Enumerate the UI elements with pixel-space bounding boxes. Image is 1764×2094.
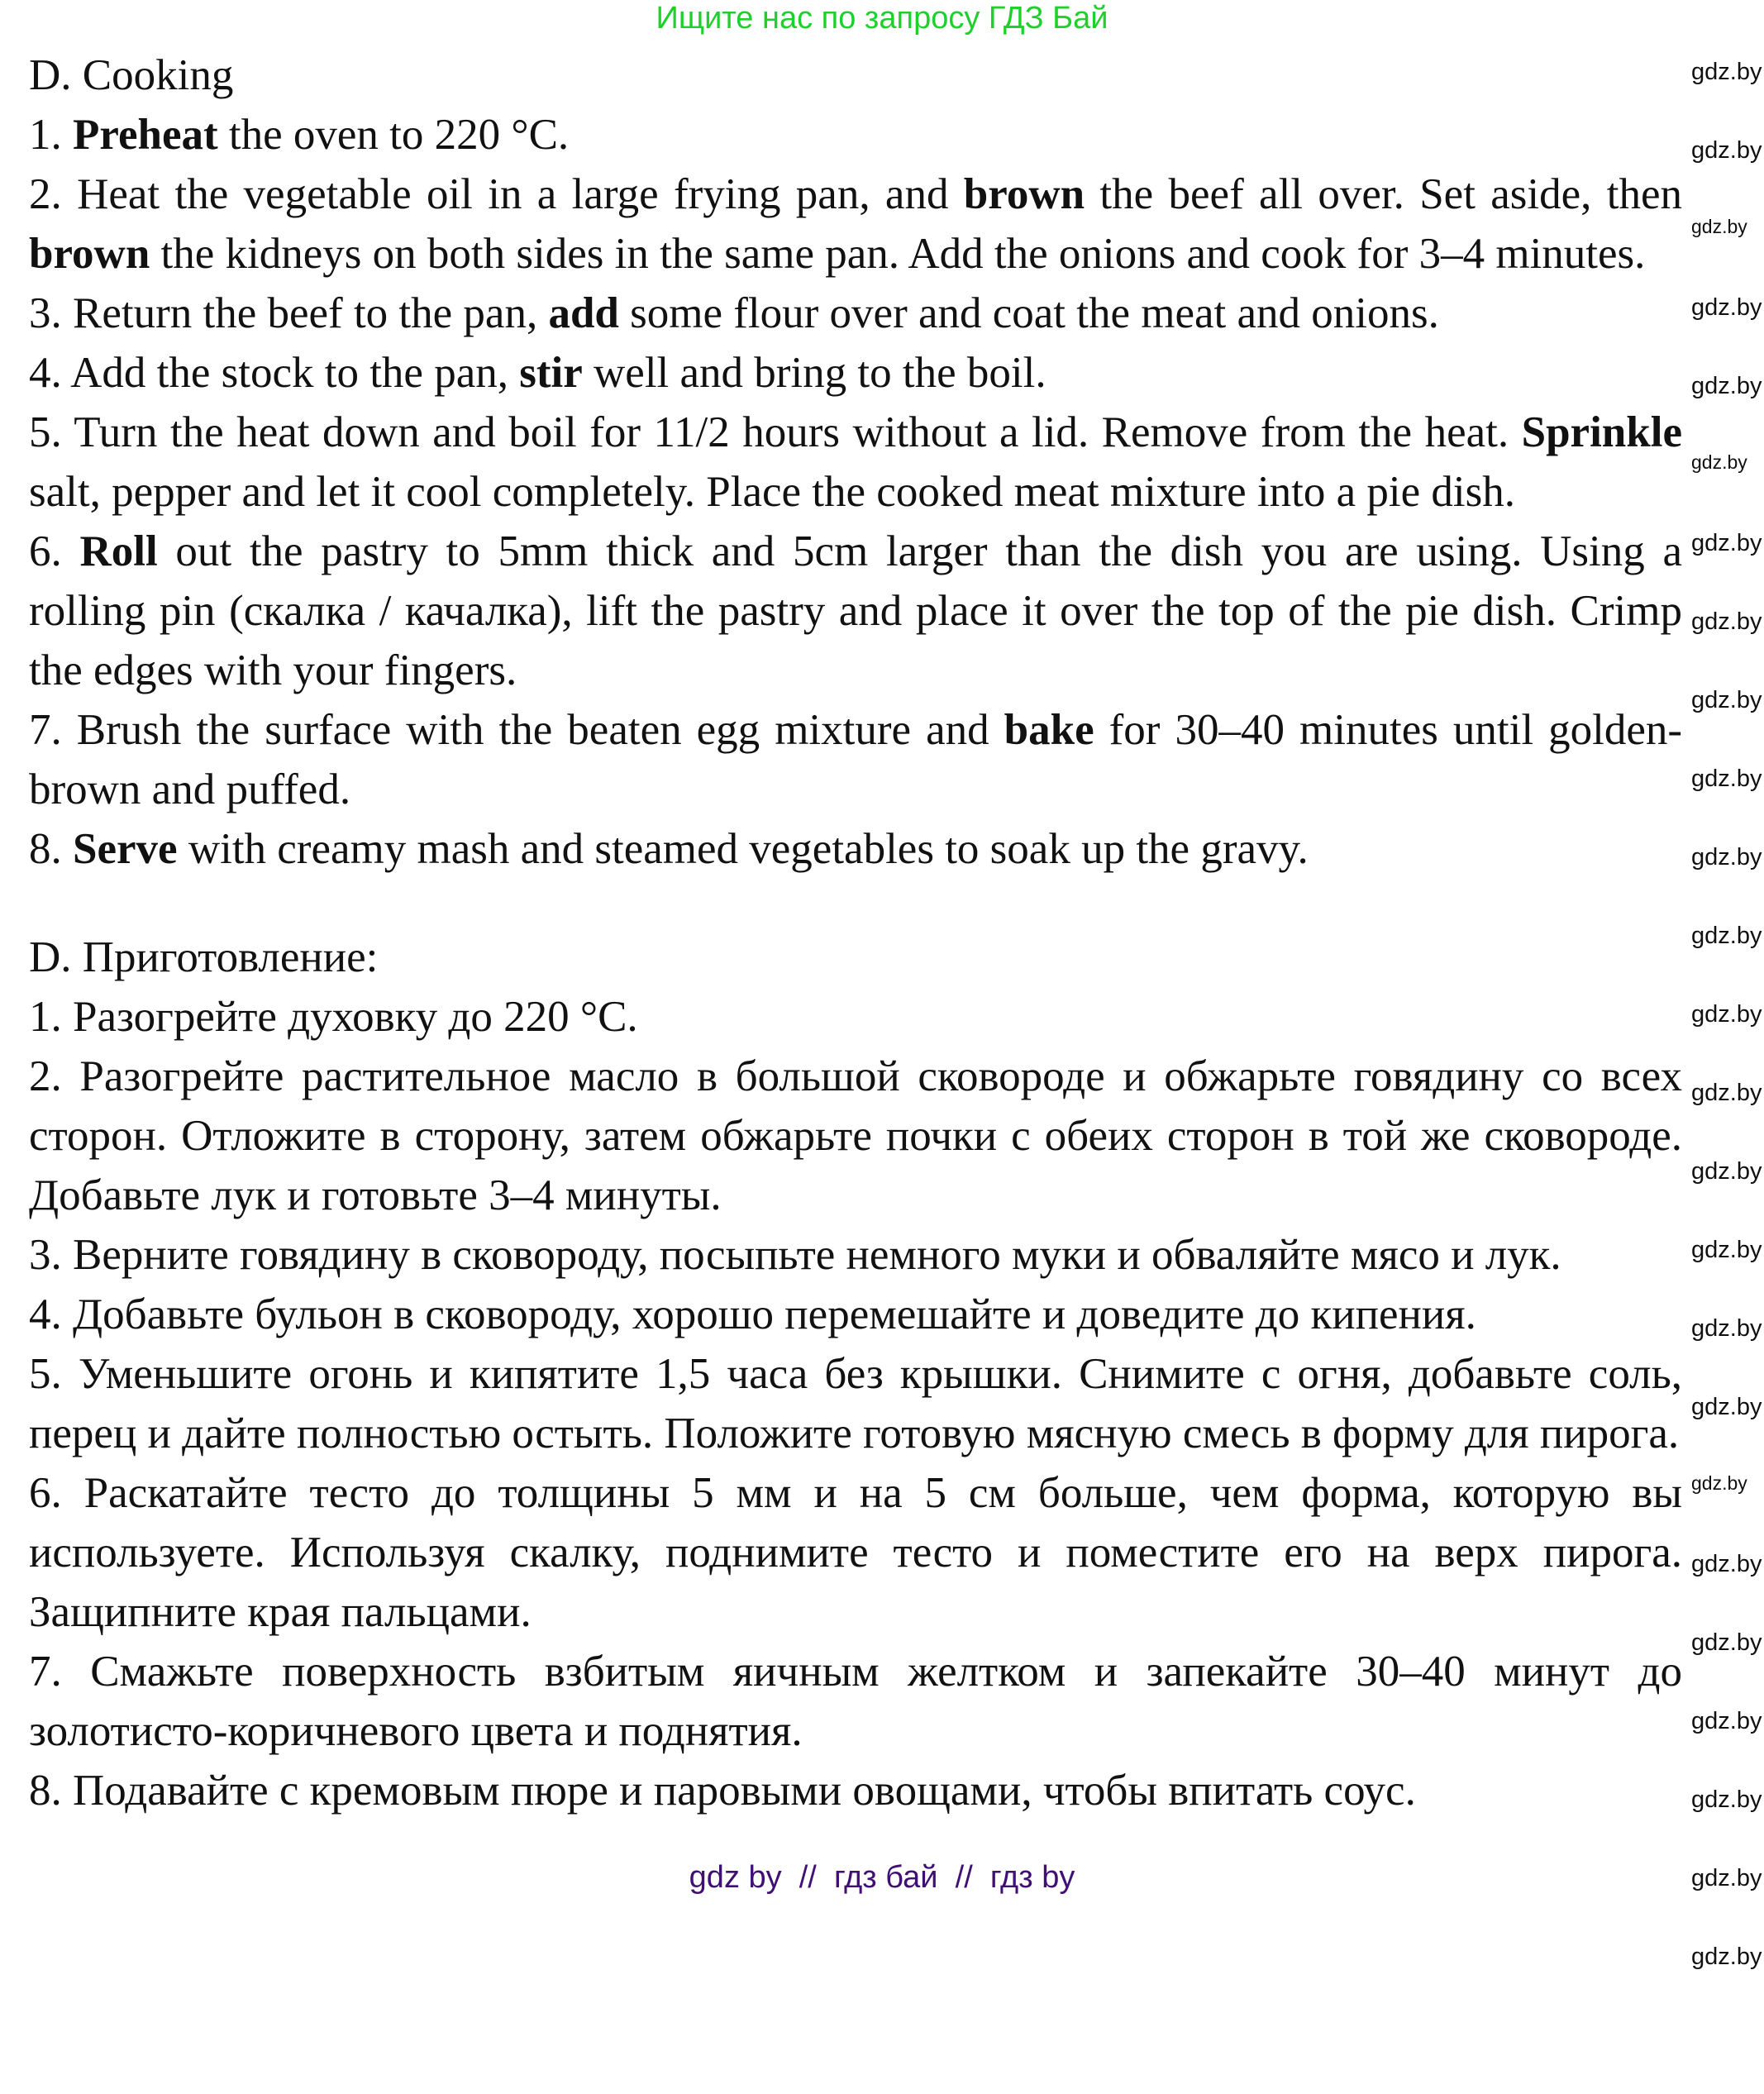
step-5 bbox=[29, 1344, 1682, 1463]
section-title: D. Приготовление: bbox=[29, 933, 379, 981]
watermark: gdz.by bbox=[1691, 1708, 1762, 1734]
step-text: 4. Добавьте бульон в сковороду, хорошо перемешайте и доведите до кипения. bbox=[29, 1290, 1476, 1338]
watermark: gdz.by bbox=[1691, 1237, 1762, 1263]
step-text: 1. bbox=[29, 111, 73, 159]
watermark: gdz.by bbox=[1691, 1394, 1762, 1420]
action-verb: stir bbox=[519, 349, 583, 397]
step-text: 3. Верните говядину в сковороду, посыпьте немного муки и обваляйте мясо и лук. bbox=[29, 1231, 1561, 1279]
step-text: 4. Add the stock to the pan, bbox=[29, 349, 520, 397]
step-8 bbox=[29, 1761, 1682, 1820]
step-text: 3. Return the beef to the pan, bbox=[29, 289, 549, 337]
watermark: gdz.by bbox=[1691, 1472, 1747, 1494]
watermark-layer bbox=[1691, 0, 1764, 2094]
step-8 bbox=[29, 819, 1682, 879]
step-text: the kidneys on both sides in the same pan. Add the onions and cook for 3–4 minutes. bbox=[150, 230, 1646, 278]
step-3 bbox=[29, 1225, 1682, 1285]
step-text: 7. Brush the surface with the beaten egg mixture and bbox=[29, 706, 1004, 754]
step-4 bbox=[29, 343, 1682, 403]
step-1 bbox=[29, 987, 1682, 1047]
step-list bbox=[29, 105, 1682, 879]
watermark: gdz.by bbox=[1691, 687, 1762, 713]
watermark: gdz.by bbox=[1691, 451, 1747, 473]
step-text: 8. Подавайте с кремовым пюре и паровыми овощами, чтобы впитать соус. bbox=[29, 1767, 1416, 1815]
step-text: 7. Смажьте поверхность взбитым яичным желтком и запекайте 30–40 минут до золотисто-коричневого цвета и поднятия. bbox=[29, 1648, 1682, 1755]
action-verb: brown bbox=[963, 170, 1085, 218]
footer-links[interactable]: gdz by // гдз бай // гдз by bbox=[689, 1860, 1075, 1895]
watermark: gdz.by bbox=[1691, 766, 1762, 792]
section-title: D. Cooking bbox=[29, 51, 234, 99]
step-text: well and bring to the boil. bbox=[582, 349, 1046, 397]
step-text: 6. Раскатайте тесто до толщины 5 мм и на 5 см больше, чем форма, которую вы используете. Используя скалку, поднимите тесто и поместите его на верх пирога. Защипните края пальцами. bbox=[29, 1469, 1682, 1636]
step-2 bbox=[29, 1047, 1682, 1225]
step-6 bbox=[29, 522, 1682, 700]
step-text: 1. Разогрейте духовку до 220 °С. bbox=[29, 993, 638, 1041]
watermark: gdz.by bbox=[1691, 137, 1762, 164]
watermark: gdz.by bbox=[1691, 1786, 1762, 1813]
watermark: gdz.by bbox=[1691, 923, 1762, 949]
action-verb: Roll bbox=[79, 527, 158, 575]
step-2 bbox=[29, 165, 1682, 284]
search-banner[interactable]: Ищите нас по запросу ГДЗ Бай bbox=[656, 1, 1108, 36]
watermark: gdz.by bbox=[1691, 1001, 1762, 1028]
step-text: the oven to 220 °C. bbox=[217, 111, 570, 159]
action-verb: Sprinkle bbox=[1521, 408, 1682, 456]
step-3 bbox=[29, 284, 1682, 343]
russian-section bbox=[29, 928, 1682, 1820]
action-verb: Serve bbox=[73, 825, 178, 873]
step-text: 5. Turn the heat down and boil for 11/2 hours without a lid. Remove from the heat. bbox=[29, 408, 1522, 456]
action-verb: brown bbox=[29, 230, 150, 278]
step-text: some flour over and coat the meat and onions. bbox=[618, 289, 1439, 337]
step-text: out the pastry to 5mm thick and 5cm larger than the dish you are using. Using a rolling pin (скалка / качалка), lift the pastry and place it over the top of the pie dish. Crimp the edges with your fingers. bbox=[29, 527, 1683, 694]
step-1 bbox=[29, 105, 1682, 165]
step-text: 5. Уменьшите огонь и кипятите 1,5 часа без крышки. Снимите с огня, добавьте соль, перец и дайте полностью остыть. Положите готовую мясную смесь в форму для пирога. bbox=[29, 1350, 1682, 1457]
step-7 bbox=[29, 700, 1682, 819]
watermark: gdz.by bbox=[1691, 1865, 1762, 1891]
watermark: gdz.by bbox=[1691, 1629, 1762, 1656]
watermark: gdz.by bbox=[1691, 1551, 1762, 1577]
watermark: gdz.by bbox=[1691, 294, 1762, 321]
step-5 bbox=[29, 403, 1682, 522]
action-verb: add bbox=[548, 289, 619, 337]
english-section bbox=[29, 45, 1682, 879]
step-list bbox=[29, 987, 1682, 1820]
step-6 bbox=[29, 1463, 1682, 1642]
step-text: 6. bbox=[29, 527, 80, 575]
step-text: 8. bbox=[29, 825, 73, 873]
watermark: gdz.by bbox=[1691, 1080, 1762, 1106]
watermark: gdz.by bbox=[1691, 59, 1762, 85]
watermark: gdz.by bbox=[1691, 1158, 1762, 1185]
step-text: for 30–40 minutes until golden-brown and puffed. bbox=[29, 706, 1682, 813]
action-verb: bake bbox=[1004, 706, 1094, 754]
watermark: gdz.by bbox=[1691, 530, 1762, 556]
watermark: gdz.by bbox=[1691, 373, 1762, 399]
watermark: gdz.by bbox=[1691, 216, 1747, 237]
watermark: gdz.by bbox=[1691, 1315, 1762, 1342]
watermark: gdz.by bbox=[1691, 608, 1762, 635]
watermark: gdz.by bbox=[1691, 1944, 1762, 1970]
step-text: 2. Heat the vegetable oil in a large frying pan, and bbox=[29, 170, 964, 218]
action-verb: Preheat bbox=[73, 111, 218, 159]
step-7 bbox=[29, 1642, 1682, 1761]
step-text: with creamy mash and steamed vegetables to soak up the gravy. bbox=[177, 825, 1309, 873]
step-4 bbox=[29, 1285, 1682, 1344]
watermark: gdz.by bbox=[1691, 844, 1762, 871]
step-text: 2. Разогрейте растительное масло в большой сковороде и обжарьте говядину со всех сторон. Отложите в сторону, затем обжарьте почки с обеих сторон в той же сковороде. Добавьте лук и готовьте 3–4 минуты. bbox=[29, 1052, 1682, 1219]
step-text: salt, pepper and let it cool completely. Place the cooked meat mixture into a pie dish. bbox=[29, 468, 1516, 516]
step-text: the beef all over. Set aside, then bbox=[1085, 170, 1682, 218]
